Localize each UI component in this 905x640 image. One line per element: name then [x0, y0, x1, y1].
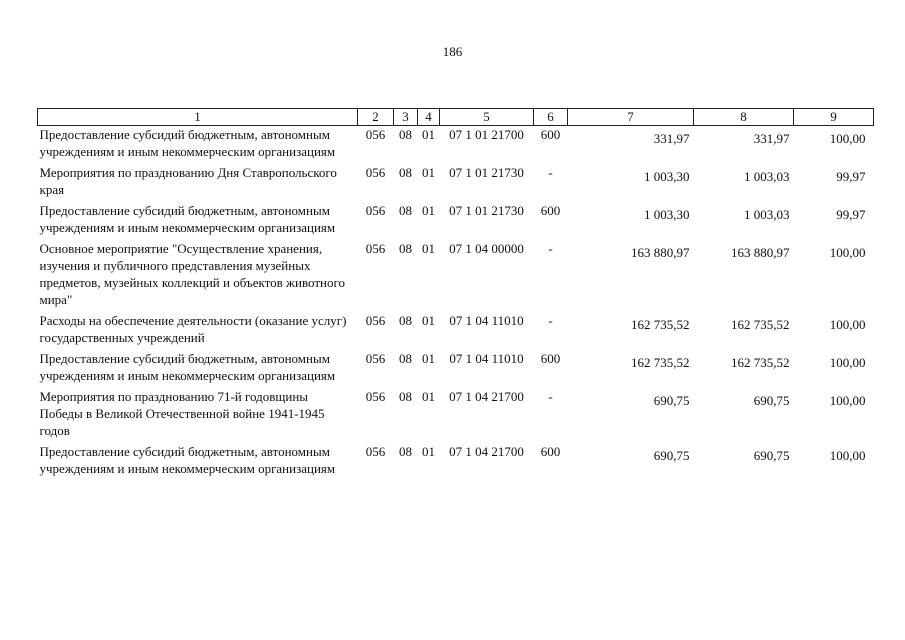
budget-table: [37, 108, 874, 481]
planned-amount: 163 880,97: [631, 245, 690, 260]
column-header: 6: [534, 109, 568, 126]
expense-type-code: -: [548, 241, 553, 256]
actual-amount: 162 735,52: [731, 317, 790, 332]
subsection-code: 01: [422, 444, 435, 459]
column-header: 8: [694, 109, 794, 126]
column-header: 3: [394, 109, 418, 126]
subsection-code: 01: [422, 313, 435, 328]
expense-name: Предоставление субсидий бюджетным, автономным учреждениям и иным некоммерческим организациям: [39, 203, 336, 235]
section-code: 08: [399, 165, 412, 180]
table-row: [38, 164, 874, 202]
execution-percent: 100,00: [829, 393, 866, 408]
target-article-code: 07 1 01 21730: [449, 203, 524, 218]
target-article-code: 07 1 04 00000: [449, 241, 524, 256]
ministry-code: 056: [365, 165, 386, 180]
planned-amount: 162 735,52: [631, 317, 690, 332]
table-header-row: [38, 109, 874, 126]
expense-name: Предоставление субсидий бюджетным, автономным учреждениям и иным некоммерческим организациям: [39, 444, 336, 476]
table-row: [38, 202, 874, 240]
target-article-code: 07 1 04 21700: [449, 444, 524, 459]
expense-name: Мероприятия по празднованию Дня Ставропольского края: [39, 165, 337, 197]
actual-amount: 162 735,52: [731, 355, 790, 370]
ministry-code: 056: [365, 389, 386, 404]
section-code: 08: [399, 351, 412, 366]
table-row: [38, 312, 874, 350]
section-code: 08: [399, 313, 412, 328]
execution-percent: 100,00: [829, 245, 866, 260]
actual-amount: 1 003,03: [744, 169, 790, 184]
actual-amount: 1 003,03: [744, 207, 790, 222]
expense-name: Предоставление субсидий бюджетным, автономным учреждениям и иным некоммерческим организациям: [39, 127, 336, 159]
actual-amount: 331,97: [753, 131, 790, 146]
expense-type-code: -: [548, 313, 553, 328]
expense-type-code: 600: [540, 444, 561, 459]
target-article-code: 07 1 04 11010: [449, 313, 524, 328]
section-code: 08: [399, 127, 412, 142]
ministry-code: 056: [365, 127, 386, 142]
planned-amount: 331,97: [653, 131, 690, 146]
actual-amount: 690,75: [753, 448, 790, 463]
ministry-code: 056: [365, 203, 386, 218]
expense-name: Мероприятия по празднованию 71-й годовщины Победы в Великой Отечественной войне 1941-1945 годов: [39, 389, 325, 438]
execution-percent: 100,00: [829, 355, 866, 370]
expense-name: Расходы на обеспечение деятельности (оказание услуг) государственных учреждений: [39, 313, 347, 345]
expense-type-code: 600: [540, 127, 561, 142]
expense-type-code: 600: [540, 351, 561, 366]
ministry-code: 056: [365, 313, 386, 328]
target-article-code: 07 1 01 21730: [449, 165, 524, 180]
column-header: 9: [794, 109, 874, 126]
expense-type-code: -: [548, 389, 553, 404]
subsection-code: 01: [422, 203, 435, 218]
section-code: 08: [399, 203, 412, 218]
subsection-code: 01: [422, 127, 435, 142]
execution-percent: 100,00: [829, 317, 866, 332]
target-article-code: 07 1 01 21700: [449, 127, 524, 142]
table-row: [38, 388, 874, 443]
execution-percent: 100,00: [829, 131, 866, 146]
section-code: 08: [399, 444, 412, 459]
ministry-code: 056: [365, 351, 386, 366]
planned-amount: 690,75: [653, 448, 690, 463]
planned-amount: 1 003,30: [644, 207, 690, 222]
ministry-code: 056: [365, 241, 386, 256]
planned-amount: 690,75: [653, 393, 690, 408]
actual-amount: 690,75: [753, 393, 790, 408]
section-code: 08: [399, 389, 412, 404]
column-header: 5: [440, 109, 534, 126]
expense-name: Основное мероприятие "Осуществление хранения, изучения и публичного представления музейных предметов, музейных коллекций и объектов животного мира": [39, 241, 346, 307]
section-code: 08: [399, 241, 412, 256]
target-article-code: 07 1 04 11010: [449, 351, 524, 366]
subsection-code: 01: [422, 389, 435, 404]
table-row: [38, 126, 874, 165]
table-row: [38, 350, 874, 388]
expense-name: Предоставление субсидий бюджетным, автономным учреждениям и иным некоммерческим организациям: [39, 351, 336, 383]
ministry-code: 056: [365, 444, 386, 459]
expense-type-code: -: [548, 165, 553, 180]
expense-type-code: 600: [540, 203, 561, 218]
table-row: [38, 240, 874, 312]
column-header: 1: [38, 109, 358, 126]
target-article-code: 07 1 04 21700: [449, 389, 524, 404]
actual-amount: 163 880,97: [731, 245, 790, 260]
column-header: 4: [418, 109, 440, 126]
planned-amount: 162 735,52: [631, 355, 690, 370]
column-header: 2: [358, 109, 394, 126]
page-number: 186: [442, 44, 463, 59]
execution-percent: 99,97: [836, 207, 866, 222]
column-header: 7: [568, 109, 694, 126]
execution-percent: 100,00: [829, 448, 866, 463]
table-row: [38, 443, 874, 481]
subsection-code: 01: [422, 241, 435, 256]
planned-amount: 1 003,30: [644, 169, 690, 184]
subsection-code: 01: [422, 351, 435, 366]
subsection-code: 01: [422, 165, 435, 180]
execution-percent: 99,97: [836, 169, 866, 184]
